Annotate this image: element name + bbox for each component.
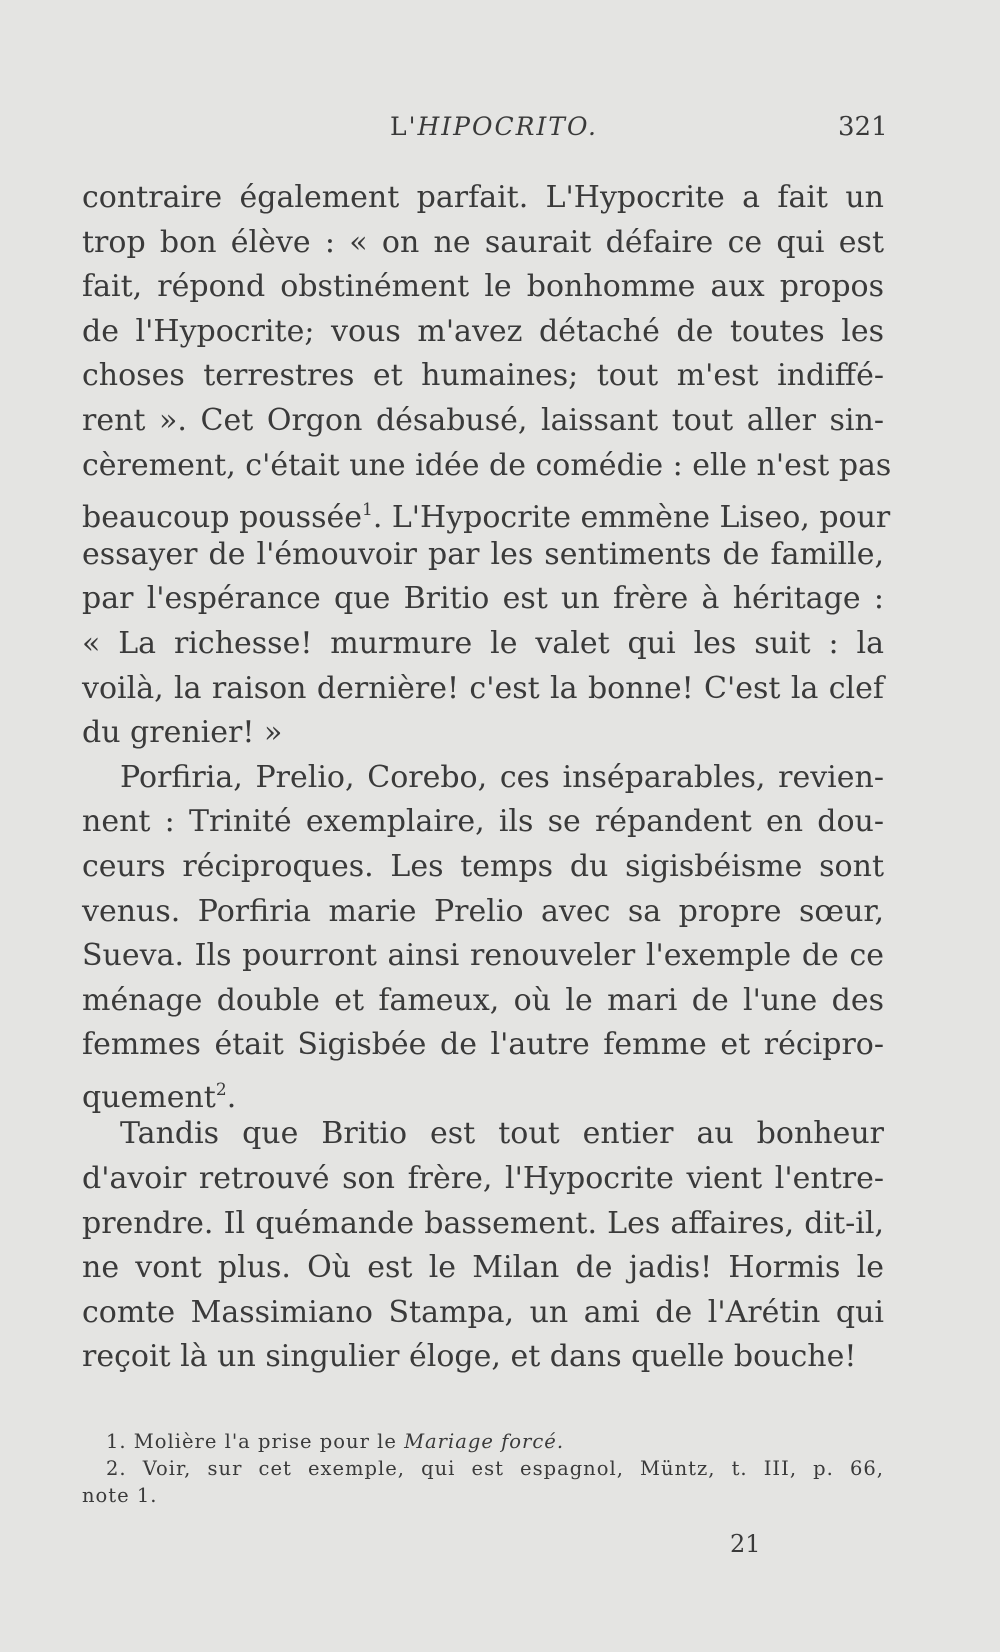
text-fragment: . bbox=[226, 1079, 237, 1115]
text-line: Tandis que Britio est tout entier au bonheur bbox=[120, 1116, 884, 1152]
text-line: choses terrestres et humaines; tout m'est indiffé- bbox=[82, 358, 884, 394]
text-line: ménage double et fameux, où le mari de l'une des bbox=[82, 982, 884, 1018]
text-line: voilà, la raison dernière! c'est la bonne! C'est la clef bbox=[82, 670, 884, 706]
text-line: venus. Porfiria marie Prelio avec sa propre sœur, bbox=[82, 893, 884, 929]
printer-signature: 21 bbox=[730, 1530, 761, 1558]
text-line: rent ». Cet Orgon désabusé, laissant tout aller sin- bbox=[82, 402, 884, 438]
text-line: trop bon élève : « on ne saurait défaire ce qui est bbox=[82, 224, 884, 260]
text-line: ceurs réciproques. Les temps du sigisbéisme sont bbox=[82, 848, 884, 884]
text-line bbox=[82, 1068, 884, 1113]
page-number: 321 bbox=[838, 112, 888, 142]
text-line: nent : Trinité exemplaire, ils se répandent en dou- bbox=[82, 804, 884, 840]
text-line: du grenier! » bbox=[82, 715, 283, 751]
footnote-1 bbox=[82, 1428, 884, 1455]
text-line: Porfiria, Prelio, Corebo, ces inséparables, revien- bbox=[120, 759, 884, 795]
text-line: essayer de l'émouvoir par les sentiments de famille, bbox=[82, 536, 884, 572]
text-fragment: quement bbox=[82, 1079, 216, 1115]
text-line: Sueva. Ils pourront ainsi renouveler l'exemple de ce bbox=[82, 938, 884, 974]
text-fragment: beaucoup poussée bbox=[82, 500, 362, 536]
text-line: femmes était Sigisbée de l'autre femme et récipro- bbox=[82, 1027, 884, 1063]
text-line: prendre. Il quémande bassement. Les affaires, dit-il, bbox=[82, 1205, 884, 1241]
text-line: cèrement, c'était une idée de comédie : elle n'est pas bbox=[82, 447, 892, 483]
text-line bbox=[82, 488, 891, 536]
text-fragment: . L'Hypocrite emmène Liseo, pour bbox=[372, 500, 891, 536]
footnote-ref: 2 bbox=[215, 1079, 227, 1100]
footnote-ref: 1 bbox=[361, 500, 373, 521]
running-header bbox=[0, 108, 1000, 148]
text-line: contraire également parfait. L'Hypocrite a fait un bbox=[82, 180, 884, 215]
text-line: d'avoir retrouvé son frère, l'Hypocrite vient l'entre- bbox=[82, 1161, 884, 1197]
body-text bbox=[82, 176, 892, 1380]
running-title-prefix: L' bbox=[390, 112, 418, 141]
footnote-2-line: note 1. bbox=[82, 1484, 158, 1507]
text-line: ne vont plus. Où est le Milan de jadis! Hormis le bbox=[82, 1250, 884, 1286]
footnote-2-line: 2. Voir, sur cet exemple, qui est espagnol, Müntz, t. III, p. 66, bbox=[106, 1457, 884, 1480]
footnote-text: 1. Molière l'a prise pour le bbox=[106, 1430, 405, 1453]
text-line: « La richesse! murmure le valet qui les suit : la bbox=[82, 625, 884, 661]
running-title-main: HIPOCRITO. bbox=[417, 112, 598, 141]
text-line: de l'Hypocrite; vous m'avez détaché de toutes les bbox=[82, 313, 884, 349]
text-line: par l'espérance que Britio est un frère à héritage : bbox=[82, 581, 884, 617]
text-line: comte Massimiano Stampa, un ami de l'Arétin qui bbox=[82, 1294, 884, 1330]
text-line: fait, répond obstinément le bonhomme aux propos bbox=[82, 269, 884, 305]
running-title bbox=[390, 112, 598, 141]
text-line: reçoit là un singulier éloge, et dans quelle bouche! bbox=[82, 1339, 857, 1375]
footnote-italic: Mariage forcé. bbox=[404, 1430, 565, 1453]
footnotes bbox=[82, 1428, 884, 1509]
